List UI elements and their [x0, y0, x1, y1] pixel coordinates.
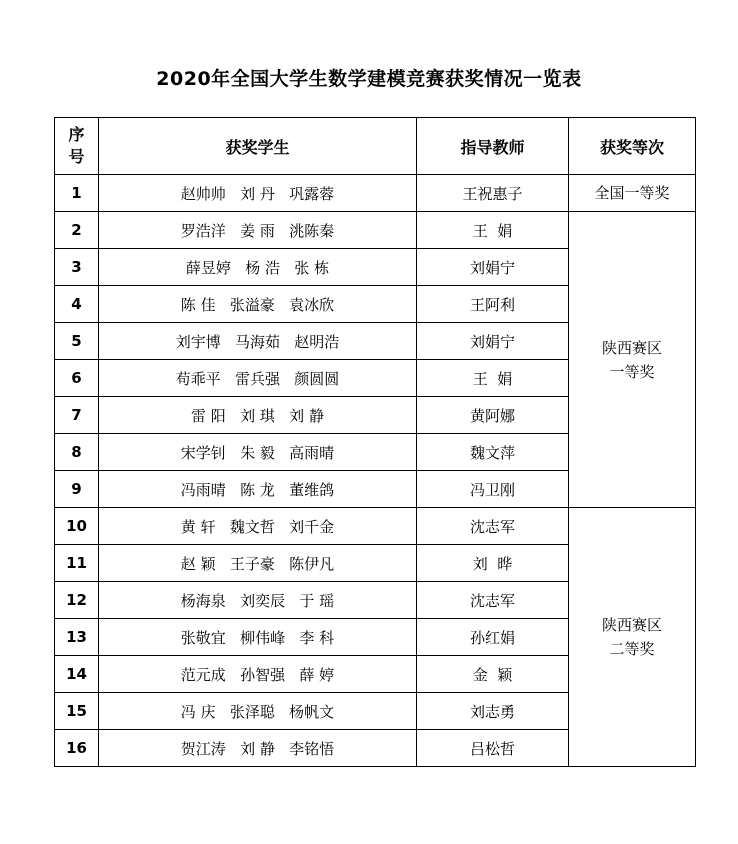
- row-seq: 11: [55, 545, 99, 582]
- row-seq: 5: [55, 323, 99, 360]
- row-seq: 4: [55, 286, 99, 323]
- row-advisor: 沈志军: [417, 508, 569, 545]
- row-advisor: 金 颖: [417, 656, 569, 693]
- row-students: 范元成 孙智强 薛 婷: [99, 656, 417, 693]
- row-students: 罗浩洋 姜 雨 洮陈秦: [99, 212, 417, 249]
- row-advisor: 刘 晔: [417, 545, 569, 582]
- header-advisor: 指导教师: [417, 118, 569, 175]
- row-advisor: 王 娟: [417, 212, 569, 249]
- row-advisor: 黄阿娜: [417, 397, 569, 434]
- row-advisor: 王阿利: [417, 286, 569, 323]
- row-advisor: 孙红娟: [417, 619, 569, 656]
- row-seq: 8: [55, 434, 99, 471]
- level-national-first: 全国一等奖: [569, 175, 696, 212]
- row-seq: 1: [55, 175, 99, 212]
- row-seq: 3: [55, 249, 99, 286]
- row-students: 杨海泉 刘奕辰 于 瑶: [99, 582, 417, 619]
- row-advisor: 刘娟宁: [417, 249, 569, 286]
- row-advisor: 王祝惠子: [417, 175, 569, 212]
- row-students: 冯雨晴 陈 龙 董维鸽: [99, 471, 417, 508]
- row-seq: 9: [55, 471, 99, 508]
- row-students: 冯 庆 张泽聪 杨帆文: [99, 693, 417, 730]
- row-seq: 6: [55, 360, 99, 397]
- row-advisor: 沈志军: [417, 582, 569, 619]
- row-students: 薛昱婷 杨 浩 张 栋: [99, 249, 417, 286]
- level-shaanxi-second: 陕西赛区 二等奖: [569, 508, 696, 767]
- row-students: 赵帅帅 刘 丹 巩露蓉: [99, 175, 417, 212]
- row-seq: 16: [55, 730, 99, 767]
- row-advisor: 吕松哲: [417, 730, 569, 767]
- row-advisor: 冯卫刚: [417, 471, 569, 508]
- row-students: 宋学钊 朱 毅 高雨晴: [99, 434, 417, 471]
- row-students: 张敬宜 柳伟峰 李 科: [99, 619, 417, 656]
- row-students: 刘宇博 马海茹 赵明浩: [99, 323, 417, 360]
- header-row: [55, 118, 696, 175]
- row-seq: 10: [55, 508, 99, 545]
- row-students: 赵 颖 王子豪 陈伊凡: [99, 545, 417, 582]
- row-students: 雷 阳 刘 琪 刘 静: [99, 397, 417, 434]
- header-students: 获奖学生: [99, 118, 417, 175]
- row-advisor: 刘娟宁: [417, 323, 569, 360]
- row-students: 黄 轩 魏文哲 刘千金: [99, 508, 417, 545]
- row-seq: 12: [55, 582, 99, 619]
- row-seq: 13: [55, 619, 99, 656]
- table-row: [55, 508, 696, 545]
- table-row: [55, 212, 696, 249]
- table-row: [55, 175, 696, 212]
- row-seq: 15: [55, 693, 99, 730]
- row-students: 贺江涛 刘 静 李铭悟: [99, 730, 417, 767]
- row-students: 苟乖平 雷兵强 颜圆圆: [99, 360, 417, 397]
- row-advisor: 魏文萍: [417, 434, 569, 471]
- header-seq: 序 号: [55, 118, 99, 175]
- page-title: 2020年全国大学生数学建模竞赛获奖情况一览表: [156, 68, 582, 90]
- header-level: 获奖等次: [569, 118, 696, 175]
- level-shaanxi-first: 陕西赛区 一等奖: [569, 212, 696, 508]
- row-advisor: 王 娟: [417, 360, 569, 397]
- awards-table: [54, 117, 696, 767]
- row-seq: 7: [55, 397, 99, 434]
- row-seq: 14: [55, 656, 99, 693]
- row-seq: 2: [55, 212, 99, 249]
- row-advisor: 刘志勇: [417, 693, 569, 730]
- row-students: 陈 佳 张溢豪 袁冰欣: [99, 286, 417, 323]
